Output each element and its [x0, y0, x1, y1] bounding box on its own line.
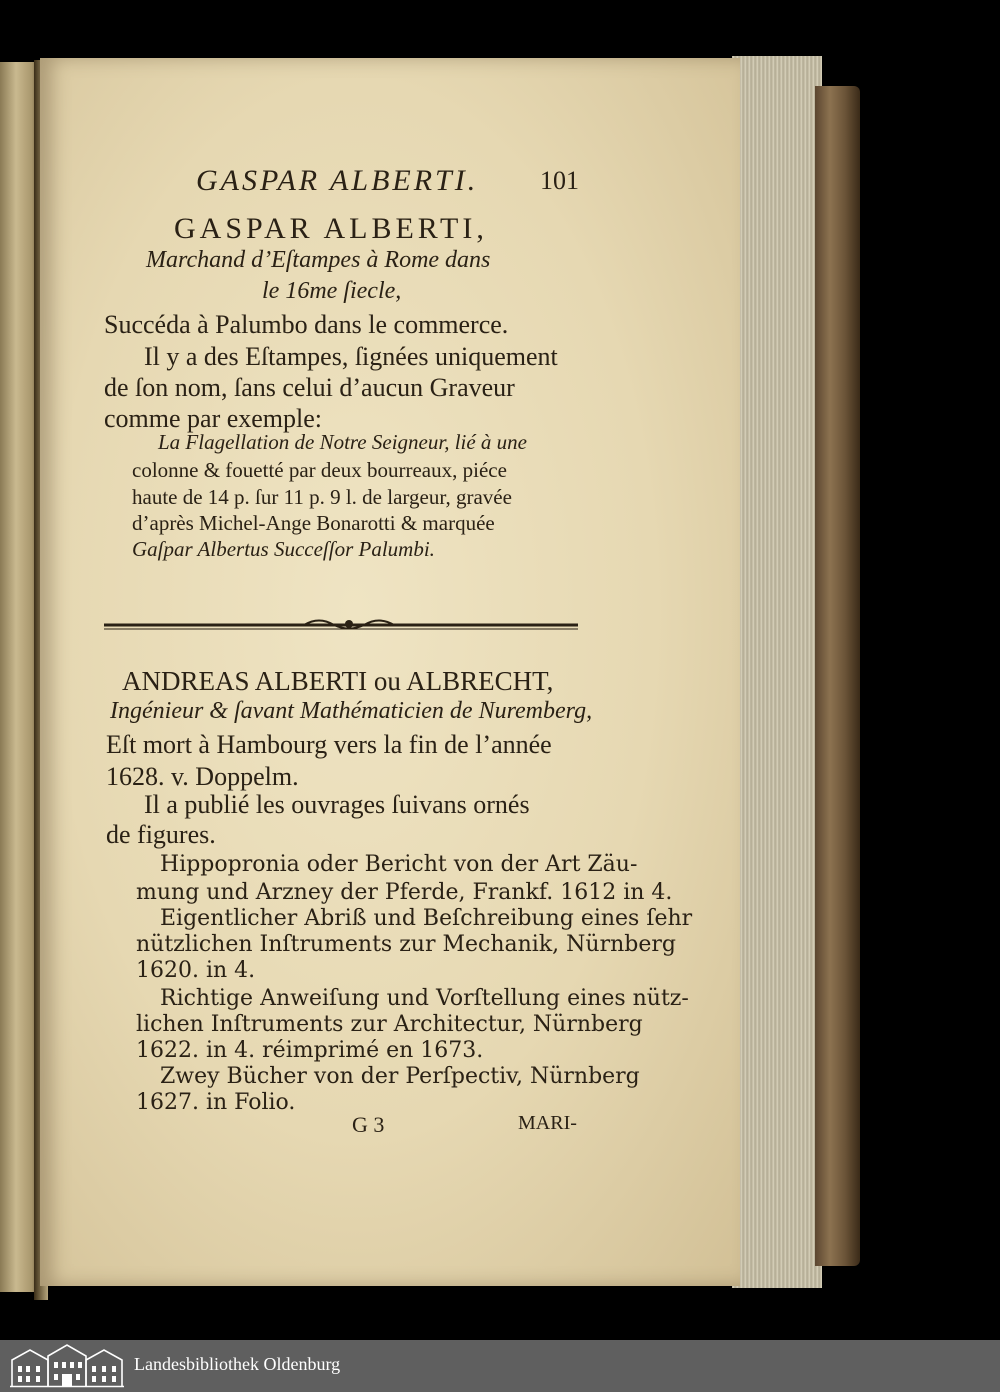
ornamental-rule: [104, 616, 578, 632]
entry1-body-line: de ſon nom, ſans celui d’aucun Graveur: [104, 373, 515, 402]
entry1-body-line: Il y a des Eſtampes, ſignées uniquement: [144, 342, 558, 371]
library-building-icon: [10, 1342, 124, 1388]
entry1-example-line: haute de 14 p. ſur 11 p. 9 l. de largeur, gravée: [132, 485, 512, 509]
entry2-work-line: mung und Arzney der Pferde, Frankf. 1612 in 4.: [136, 880, 673, 905]
entry1-example-line: Gaſpar Albertus Succeſſor Palumbi.: [132, 537, 435, 561]
entry2-subtitle: Ingénieur & ſavant Mathématicien de Nuremberg,: [110, 698, 593, 724]
page-edges: [732, 56, 822, 1288]
entry1-example-line: d’après Michel-Ange Bonarotti & marquée: [132, 511, 495, 535]
entry2-work-line: Hippopronia oder Bericht von der Art Zäu-: [160, 852, 638, 877]
entry2-work-line: lichen Inſtruments zur Architectur, Nürnberg: [136, 1012, 643, 1037]
entry1-body-line: comme par exemple:: [104, 404, 323, 433]
entry2-work-line: Richtige Anweiſung und Vorſtellung eines nütz-: [160, 986, 689, 1011]
entry2-work-line: nützlichen Inſtruments zur Mechanik, Nürnberg: [136, 932, 676, 957]
entry1-example-line: La Flagellation de Notre Seigneur, lié à une: [158, 430, 528, 454]
library-name: Landesbibliothek Oldenburg: [134, 1354, 341, 1374]
entry2-work-line: Eigentlicher Abriß und Beſchreibung eines ſehr: [160, 906, 693, 931]
entry2-work-line: 1622. in 4. réimprimé en 1673.: [136, 1038, 484, 1063]
running-head: GASPAR ALBERTI.: [196, 164, 479, 197]
entry1-example-line: colonne & fouetté par deux bourreaux, piéce: [132, 458, 507, 482]
entry1-subtitle-2: le 16me ſiecle,: [262, 278, 402, 304]
footer-bar: [0, 1340, 1000, 1392]
entry2-body-line: Il a publié les ouvrages ſuivans ornés: [144, 790, 530, 819]
book-cover-edge: [815, 86, 860, 1266]
entry2-work-line: 1627. in Folio.: [136, 1090, 296, 1115]
entry2-name: ANDREAS ALBERTI ou ALBRECHT,: [122, 666, 554, 696]
entry2-body-line: de figures.: [106, 820, 216, 849]
entry1-subtitle-1: Marchand d’Eſtampes à Rome dans: [146, 247, 491, 273]
entry1-name: GASPAR ALBERTI,: [174, 212, 488, 245]
entry2-body-line: 1628. v. Doppelm.: [106, 762, 299, 791]
entry1-body-line: Succéda à Palumbo dans le commerce.: [104, 310, 509, 339]
entry2-work-line: Zwey Bücher von der Perſpectiv, Nürnberg: [160, 1064, 640, 1089]
catchword: MARI-: [518, 1112, 577, 1134]
entry2-body-line: Eſt mort à Hambourg vers la fin de l’année: [106, 730, 552, 759]
signature-mark: G 3: [352, 1112, 385, 1137]
page-number: 101: [540, 166, 579, 195]
entry2-work-line: 1620. in 4.: [136, 958, 256, 983]
